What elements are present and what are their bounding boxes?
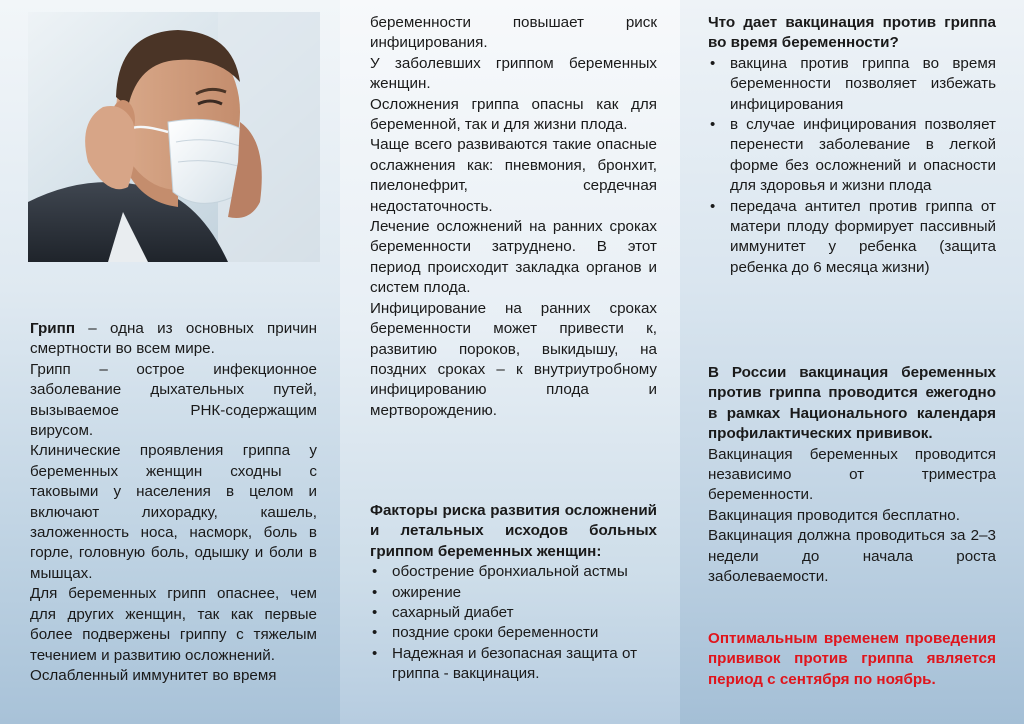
timing-text: Вакцинация должна проводиться за 2–3 недели до начала роста заболеваемости. bbox=[708, 527, 996, 586]
benefits-list bbox=[708, 54, 996, 278]
danger-paragraph: Для беременных грипп опаснее, чем для других женщин, так как первые более подвержены гриппу с тяжелым течением и развитию осложнений. bbox=[30, 585, 317, 664]
list-item: • Надежная и безопасная защита от гриппа - вакцинация. bbox=[370, 644, 657, 685]
column2-p5: Лечение осложнений на ранних сроках беременности затруднено. В этот период происходит закладка органов и систем плода. bbox=[370, 218, 657, 297]
symptoms-paragraph: Клинические проявления гриппа у беременных женщин сходны с таковыми у населения в целом и включают лихорадку, кашель, заложенность носа, насморк, боль в горле, головную боль, одышку и боли в мышцах. bbox=[30, 442, 317, 582]
list-item: • вакцина против гриппа во время беременности позволяет избежать инфицирования bbox=[708, 54, 996, 115]
list-item: • в случае инфицирования позволяет перенести заболевание в легкой форме без осложнений и опасности для здоровья и жизни плода bbox=[708, 115, 996, 197]
intro-rest: – одна из основных причин смертности во всем мире. bbox=[30, 320, 317, 358]
column2-p6: Инфицирование на ранних сроках беременности может привести к, развитию пороков, выкидышу, на поздних сроках – к внутриутробному инфицированию плода и мертворождению. bbox=[370, 299, 657, 419]
man-in-face-mask-photo bbox=[28, 12, 320, 262]
immunity-paragraph: Ослабленный иммунитет во время bbox=[30, 666, 277, 684]
russia-vaccination-section bbox=[708, 363, 996, 587]
definition-paragraph: Грипп – острое инфекционное заболевание дыхательных путей, вызываемое РНК-содержащим вирусом. bbox=[30, 360, 317, 440]
intro-paragraph bbox=[30, 319, 317, 360]
column2-p1: беременности повышает риск инфицирования. bbox=[370, 14, 657, 52]
optimal-time-note: Оптимальным временем проведения прививок против гриппа является период с сентября по ноябрь. bbox=[708, 630, 996, 688]
column2-p3: Осложнения гриппа опасны как для беременной, так и для жизни плода. bbox=[370, 95, 657, 134]
intro-bold: Грипп bbox=[30, 320, 75, 337]
list-item: • поздние сроки беременности bbox=[370, 623, 657, 643]
list-item: • сахарный диабет bbox=[370, 603, 657, 623]
risk-factors-title: Факторы риска развития осложнений и летальных исходов больных гриппом беременных женщин: bbox=[370, 502, 657, 560]
list-item: • передача антител против гриппа от матери плоду формирует пассивный иммунитет у ребенка (защита ребенка до 6 месяца жизни) bbox=[708, 197, 996, 279]
trimester-text: Вакцинация беременных проводится независимо от триместра беременности. bbox=[708, 445, 996, 504]
list-item: • ожирение bbox=[370, 583, 657, 603]
risk-factors-list bbox=[370, 562, 657, 684]
column1-text bbox=[30, 319, 317, 686]
column2-text bbox=[370, 13, 657, 421]
free-text: Вакцинация проводится бесплатно. bbox=[708, 506, 960, 524]
list-item: • обострение бронхиальной астмы bbox=[370, 562, 657, 582]
risk-factors-section bbox=[370, 501, 657, 685]
benefits-title: Что дает вакцинация против гриппа во время беременности? bbox=[708, 14, 996, 52]
photo-illustration bbox=[28, 12, 320, 262]
russia-calendar-text: В России вакцинация беременных против гриппа проводится ежегодно в рамках Национального календаря профилактических прививок. bbox=[708, 364, 996, 443]
column2-p4: Чаще всего развиваются такие опасные ослажнения как: пневмония, бронхит, пиелонефрит, сердечная недостаточность. bbox=[370, 136, 657, 215]
vaccination-benefits-section bbox=[708, 13, 996, 278]
column2-p2: У заболевших гриппом беременных женщин. bbox=[370, 54, 657, 93]
